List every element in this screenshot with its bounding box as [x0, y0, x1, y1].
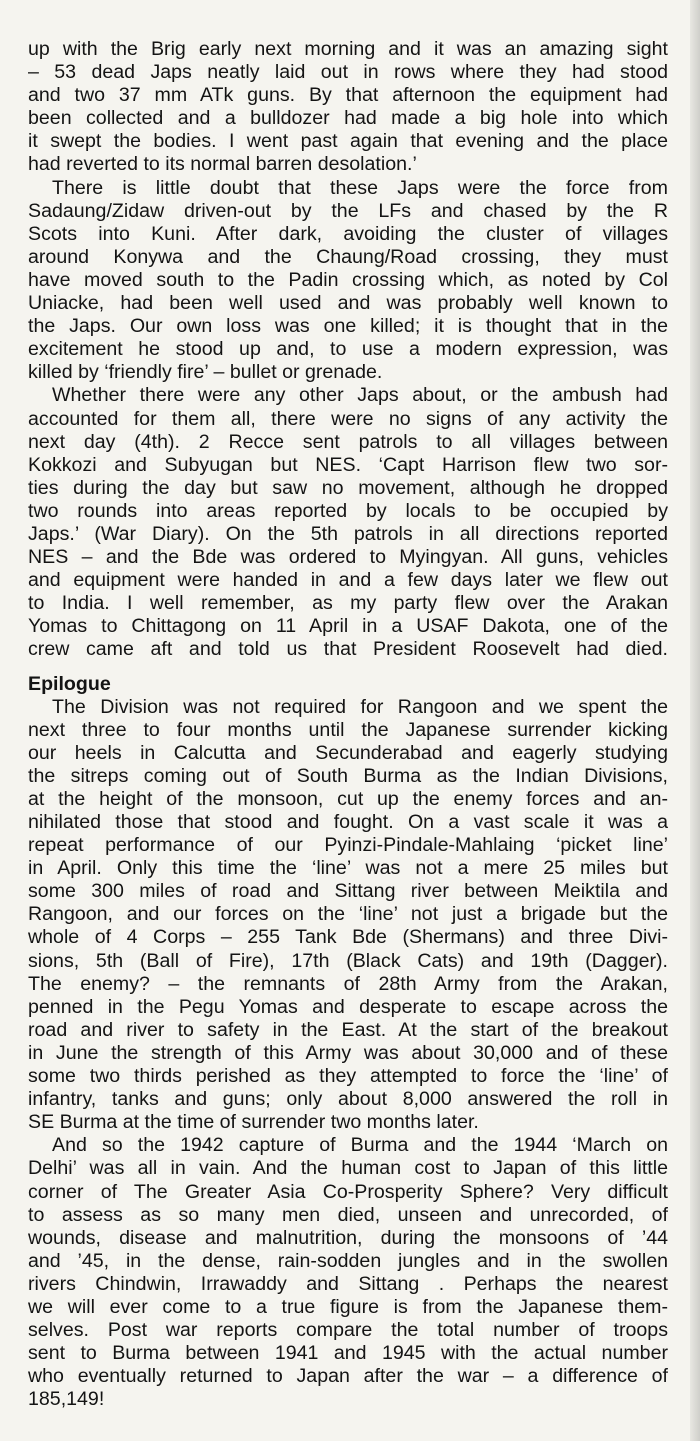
text-line: sions, 5th (Ball of Fire), 17th (Black Cats) and 19th (Dagger).: [28, 949, 668, 972]
text-line: the Japs. Our own loss was one killed; it is thought that in the: [28, 315, 668, 338]
text-line: two rounds into areas reported by locals to be occupied by: [28, 499, 668, 522]
text-line: whole of 4 Corps – 255 Tank Bde (Shermans) and three Divi-: [28, 926, 668, 949]
text-line: Rangoon, and our forces on the ‘line’ not just a brigade but the: [28, 903, 668, 926]
text-line: rivers Chindwin, Irrawaddy and Sittang . Perhaps the nearest: [28, 1272, 668, 1295]
text-line: And so the 1942 capture of Burma and the 1944 ‘March on: [52, 1134, 668, 1157]
text-line: sent to Burma between 1941 and 1945 with the actual number: [28, 1342, 668, 1365]
text-line: wounds, disease and malnutrition, during the monsoons of ’44: [28, 1226, 668, 1249]
text-line: some two thirds perished as they attempted to force the ‘line’ of: [28, 1065, 668, 1088]
text-line: Sadaung/Zidaw driven-out by the LFs and chased by the R: [28, 199, 668, 222]
text-line: 185,149!: [28, 1388, 105, 1411]
page-edge-shadow: [690, 0, 700, 1441]
paragraph-3: [28, 384, 668, 661]
text-line: infantry, tanks and guns; only about 8,000 answered the roll in: [28, 1088, 668, 1111]
text-line: our heels in Calcutta and Secunderabad and eagerly studying: [28, 741, 668, 764]
text-line: in June the strength of this Army was about 30,000 and of these: [28, 1041, 668, 1064]
text-line: the sitreps coming out of South Burma as the Indian Divisions,: [28, 764, 668, 787]
text-line: around Konywa and the Chaung/Road crossing, they must: [28, 245, 668, 268]
text-line: and equipment were handed in and a few days later we flew out: [28, 569, 668, 592]
paragraph-1: [28, 38, 668, 177]
text-line: have moved south to the Padin crossing which, as noted by Col: [28, 268, 668, 291]
text-line: had reverted to its normal barren desolation.’: [28, 153, 417, 176]
text-line: next three to four months until the Japanese surrender kicking: [28, 718, 668, 741]
text-line: accounted for them all, there were no signs of any activity the: [28, 407, 668, 430]
text-line: in April. Only this time the ‘line’ was not a mere 25 miles but: [28, 857, 668, 880]
text-line: NES – and the Bde was ordered to Myingyan. All guns, vehicles: [28, 546, 668, 569]
text-line: ties during the day but saw no movement, although he dropped: [28, 476, 668, 499]
text-line: – 53 dead Japs neatly laid out in rows where they had stood: [28, 61, 668, 84]
text-line: The Division was not required for Rangoon and we spent the: [52, 695, 668, 718]
text-line: Yomas to Chittagong on 11 April in a USAF Dakota, one of the: [28, 615, 668, 638]
text-line: at the height of the monsoon, cut up the enemy forces and an-: [28, 787, 668, 810]
paragraph-5: [28, 1134, 668, 1411]
text-line: road and river to safety in the East. At the start of the breakout: [28, 1018, 668, 1041]
text-line: we will ever come to a true figure is from the Japanese them-: [28, 1295, 668, 1318]
text-line: corner of The Greater Asia Co-Prosperity Sphere? Very difficult: [28, 1180, 668, 1203]
text-line: SE Burma at the time of surrender two months later.: [28, 1111, 479, 1134]
text-line: some 300 miles of road and Sittang river between Meiktila and: [28, 880, 668, 903]
text-line: Whether there were any other Japs about, or the ambush had: [52, 384, 668, 407]
text-line: Uniacke, had been well used and was probably well known to: [28, 292, 668, 315]
section-heading: Epilogue: [28, 672, 111, 695]
text-line: and ’45, in the dense, rain-sodden jungles and in the swollen: [28, 1249, 668, 1272]
text-line: to assess as so many men died, unseen and unrecorded, of: [28, 1203, 668, 1226]
text-line: The enemy? – the remnants of 28th Army from the Arakan,: [28, 972, 668, 995]
text-line: penned in the Pegu Yomas and desperate to escape across the: [28, 995, 668, 1018]
text-line: excitement he stood up and, to use a modern expression, was: [28, 338, 668, 361]
text-line: Japs.’ (War Diary). On the 5th patrols in all directions reported: [28, 522, 668, 545]
text-line: who eventually returned to Japan after the war – a difference of: [28, 1365, 668, 1388]
text-line: next day (4th). 2 Recce sent patrols to all villages between: [28, 430, 668, 453]
paragraph-4: [28, 696, 668, 1135]
text-column: [28, 38, 668, 1411]
text-line: nihilated those that stood and fought. On a vast scale it was a: [28, 811, 668, 833]
text-line: selves. Post war reports compare the total number of troops: [28, 1319, 668, 1342]
text-line: crew came aft and told us that President Roosevelt had died.: [28, 638, 668, 661]
text-line: killed by ‘friendly fire’ – bullet or grenade.: [28, 361, 383, 384]
text-line: Kokkozi and Subyugan but NES. ‘Capt Harrison flew two sor-: [28, 453, 668, 476]
paragraph-2: [28, 177, 668, 385]
text-line: and two 37 mm ATk guns. By that afternoon the equipment had: [28, 84, 668, 107]
text-line: Scots into Kuni. After dark, avoiding the cluster of villages: [28, 222, 668, 245]
text-line: up with the Brig early next morning and it was an amazing sight: [28, 38, 668, 60]
text-line: to India. I well remember, as my party flew over the Arakan: [28, 592, 668, 615]
text-line: been collected and a bulldozer had made a big hole into which: [28, 107, 668, 130]
text-line: There is little doubt that these Japs were the force from: [52, 176, 668, 199]
text-line: it swept the bodies. I went past again that evening and the place: [28, 130, 668, 153]
text-line: repeat performance of our Pyinzi-Pindale-Mahlaing ‘picket line’: [28, 834, 668, 857]
text-line: Delhi’ was all in vain. And the human cost to Japan of this little: [28, 1157, 668, 1180]
